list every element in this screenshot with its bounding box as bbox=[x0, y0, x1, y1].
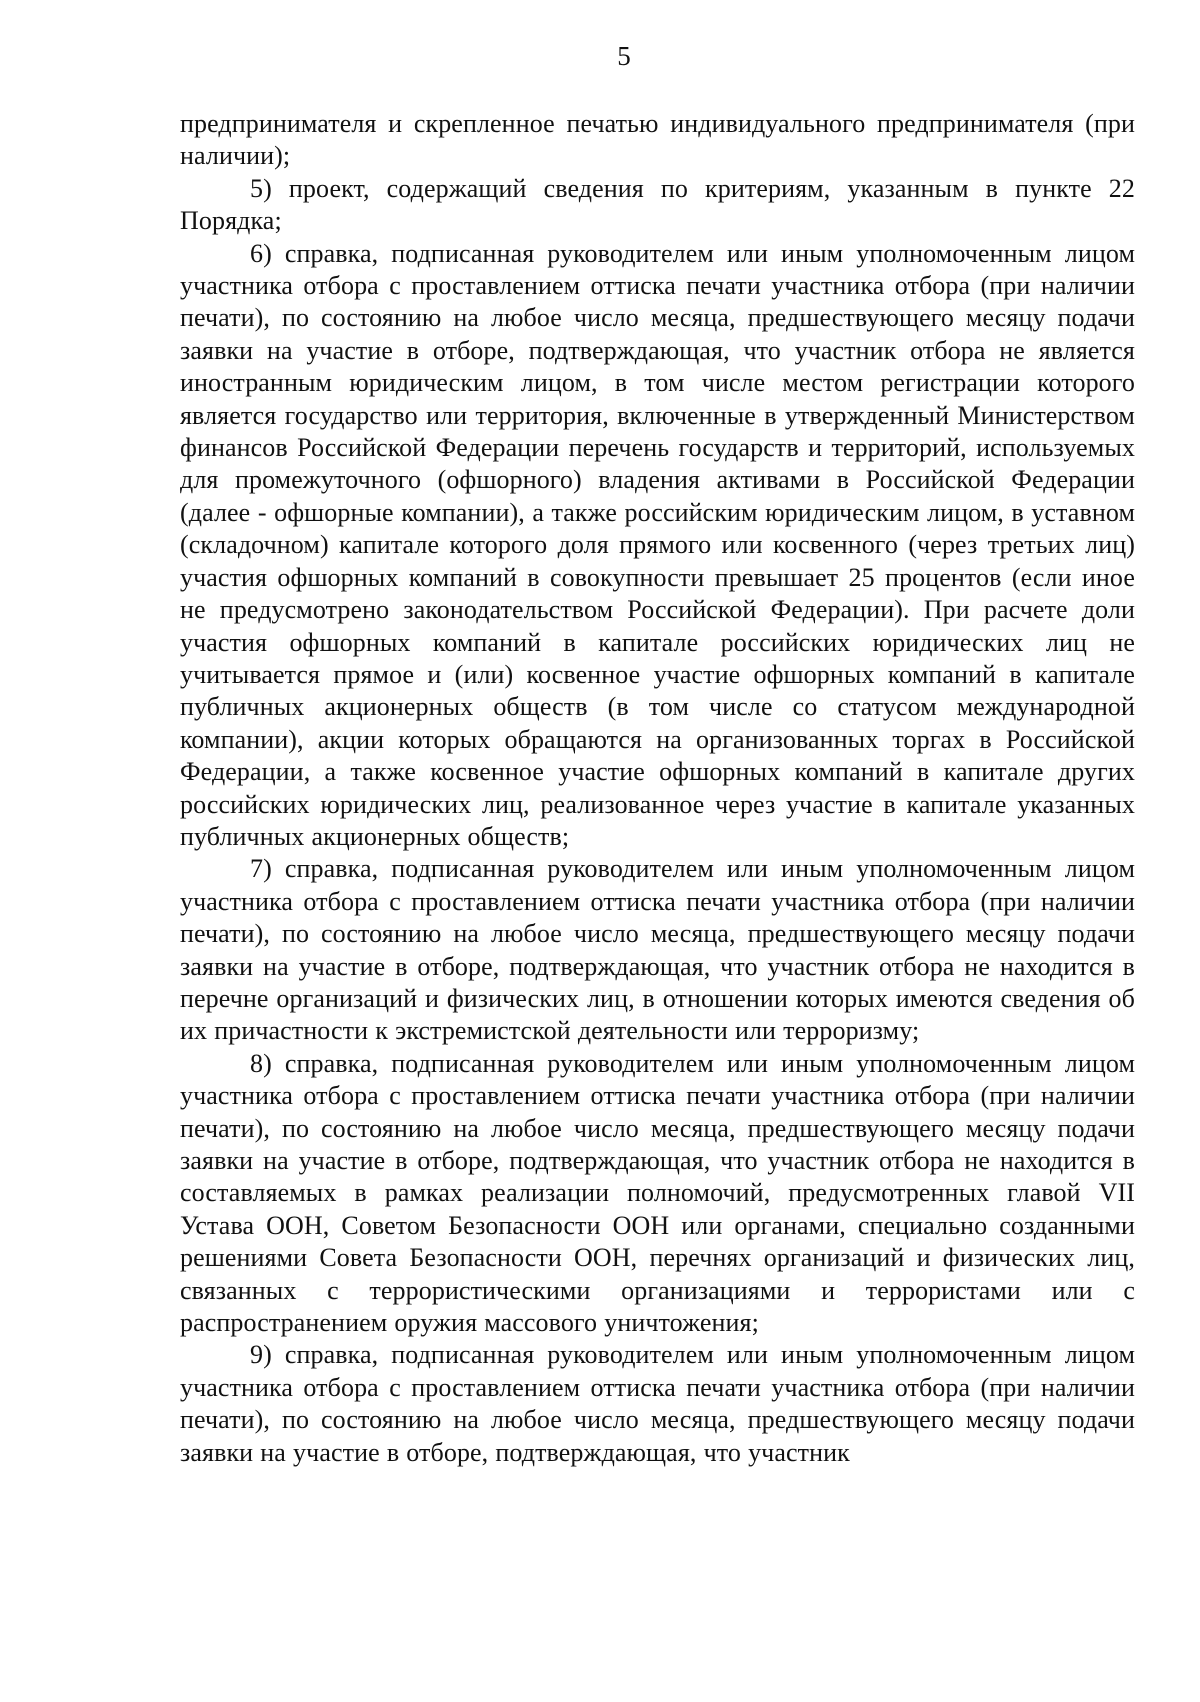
page-number: 5 bbox=[617, 41, 631, 71]
paragraph-item-5: 5) проект, содержащий сведения по критериям, указанным в пункте 22 Порядка; bbox=[180, 173, 1135, 236]
paragraph-continuation: предпринимателя и скрепленное печатью индивидуального предпринимателя (при наличии); bbox=[180, 109, 1135, 171]
paragraph-item-9: 9) справка, подписанная руководителем или иным уполномоченным лицом участника отбора с проставлением оттиска печати участника отбора (при наличии печати), по состоянию на любое число месяца, предшествующего месяцу подачи заявки на участие в отборе, подтверждающая, что участник bbox=[180, 1340, 1135, 1467]
paragraph-item-6: 6) справка, подписанная руководителем или иным уполномоченным лицом участника отбора с проставлением оттиска печати участника отбора (при наличии печати), по состоянию на любое число месяца, предшествующего месяцу подачи заявки на участие в отборе, подтверждающая, что участник отбора не является иностранным юридическим лицом, в том числе местом регистрации которого является государство или территория, включенные в утвержденный Министерством финансов Российской Федерации перечень государств и территорий, используемых для промежуточного (офшорного) владения активами в Российской Федерации (далее - офшорные компании), а также российским юридическим лицом, в уставном (складочном) капитале которого доля прямого или косвенного (через третьих лиц) участия офшорных компаний в совокупности превышает 25 процентов (если иное не предусмотрено законодательством Российской Федерации). При расчете доли участия офшорных компаний в капитале российских юридических лиц не учитывается прямое и (или) косвенное участие офшорных компаний в капитале публичных акционерных обществ (в том числе со статусом международной компании), акции которых обращаются на организованных торгах в Российской Федерации, а также косвенное участие офшорных компаний в капитале других российских юридических лиц, реализованное через участие в капитале указанных публичных акционерных обществ; bbox=[180, 238, 1135, 851]
paragraph-item-7: 7) справка, подписанная руководителем или иным уполномоченным лицом участника отбора с проставлением оттиска печати участника отбора (при наличии печати), по состоянию на любое число месяца, предшествующего месяцу подачи заявки на участие в отборе, подтверждающая, что участник отбора не находится в перечне организаций и физических лиц, в отношении которых имеются сведения об их причастности к экстремистской деятельности или терроризму; bbox=[180, 854, 1135, 1046]
document-body bbox=[180, 108, 1135, 1469]
paragraph-item-8: 8) справка, подписанная руководителем или иным уполномоченным лицом участника отбора с проставлением оттиска печати участника отбора (при наличии печати), по состоянию на любое число месяца, предшествующего месяцу подачи заявки на участие в отборе, подтверждающая, что участник отбора не находится в составляемых в рамках реализации полномочий, предусмотренных главой VII Устава ООН, Советом Безопасности ООН или органами, специально созданными решениями Совета Безопасности ООН, перечнях организаций и физических лиц, связанных с террористическими организациями и террористами или с распространением оружия массового уничтожения; bbox=[180, 1048, 1135, 1338]
